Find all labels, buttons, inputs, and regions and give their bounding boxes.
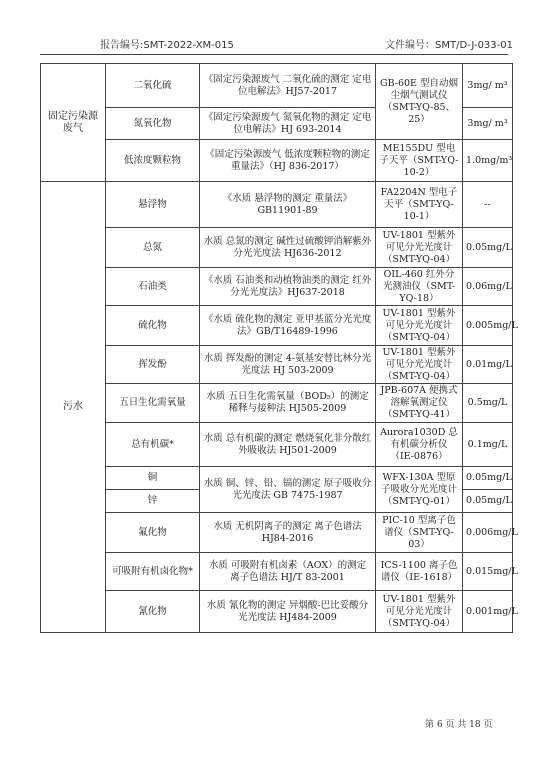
detection-limit: 0.005mg/L bbox=[463, 306, 513, 346]
method-standard: 水质 可吸附有机卤素（AOX）的测定 离子色谱法 HJ/T 83-2001 bbox=[200, 553, 376, 591]
table-row bbox=[41, 513, 513, 553]
method-standard: 《水质 硫化物的测定 亚甲基蓝分光光度法》GB/T16489-1996 bbox=[200, 306, 376, 346]
table-row bbox=[41, 228, 513, 268]
detection-limit: 0.006mg/L bbox=[463, 513, 513, 553]
table-row bbox=[41, 591, 513, 633]
table-row bbox=[41, 384, 513, 423]
detection-limit: 0.05mg/L bbox=[463, 228, 513, 268]
page-number: 第 6 页 共 18 页 bbox=[425, 720, 493, 730]
category-gas: 固定污染源废气 bbox=[41, 64, 106, 182]
instrument: UV-1801 型紫外可见分光光度计（SMT-YQ-04） bbox=[376, 228, 463, 268]
method-standard: 《水质 悬浮物的测定 重量法》GB11901-89 bbox=[200, 182, 376, 228]
item-name: 氮氧化物 bbox=[106, 108, 200, 140]
table-row bbox=[41, 140, 513, 182]
report-number: 报告编号:SMT-2022-XM-015 bbox=[100, 40, 234, 51]
detection-limit: 0.001mg/L bbox=[463, 591, 513, 633]
method-standard: 《固定污染源废气 低浓度颗粒物的测定 重量法》（HJ 836-2017） bbox=[200, 140, 376, 182]
item-name: 铜 bbox=[106, 467, 200, 490]
instrument: UV-1801 型紫外可见分光光度计（SMT-YQ-04） bbox=[376, 346, 463, 384]
detection-limit: 0.05mg/L bbox=[463, 490, 513, 513]
table-row bbox=[41, 64, 513, 108]
table-row bbox=[41, 423, 513, 467]
item-name: 低浓度颗粒物 bbox=[106, 140, 200, 182]
method-standard: 《水质 石油类和动植物油类的测定 红外分光光度法》HJ637-2018 bbox=[200, 268, 376, 306]
detection-limit: 0.5mg/L bbox=[463, 384, 513, 423]
instrument: OIL-460 红外分光测油仪（SMT-YQ-18） bbox=[376, 268, 463, 306]
method-standard: 水质 铜、锌、铅、镉的测定 原子吸收分光光度法 GB 7475-1987 bbox=[200, 467, 376, 513]
item-name: 硫化物 bbox=[106, 306, 200, 346]
detection-limit: 0.1mg/L bbox=[463, 423, 513, 467]
detection-limit: 0.015mg/L bbox=[463, 553, 513, 591]
table-row bbox=[41, 306, 513, 346]
method-standard: 水质 总有机碳的测定 燃烧氧化非分散红外吸收法 HJ501-2009 bbox=[200, 423, 376, 467]
method-standard: 《固定污染源废气 氮氧化物的测定 定电位电解法》HJ 693-2014 bbox=[200, 108, 376, 140]
item-name: 氟化物 bbox=[106, 513, 200, 553]
instrument: UV-1801 型紫外可见分光光度计（SMT-YQ-04） bbox=[376, 306, 463, 346]
instrument: WFX-130A 型原子吸收分光光度计（SMT-YQ-01） bbox=[376, 467, 463, 513]
detection-limit: 3mg/ m³ bbox=[463, 108, 513, 140]
method-standard: 水质 无机阴离子的测定 离子色谱法 HJ84-2016 bbox=[200, 513, 376, 553]
test-method-table bbox=[40, 63, 518, 633]
instrument: ME155DU 型电子天平（SMT-YQ-10-2） bbox=[376, 140, 463, 182]
detection-limit: -- bbox=[463, 182, 513, 228]
instrument: ICS-1100 离子色谱仪（IE-1618） bbox=[376, 553, 463, 591]
item-name: 五日生化需氧量 bbox=[106, 384, 200, 423]
file-number: 文件编号：SMT/D-J-033-01 bbox=[385, 40, 513, 51]
detection-limit: 0.01mg/L bbox=[463, 346, 513, 384]
method-standard: 水质 挥发酚的测定 4-氨基安替比林分光光度法 HJ 503-2009 bbox=[200, 346, 376, 384]
instrument: GB-60E 型自动烟尘烟气测试仪（SMT-YQ-85、25） bbox=[376, 64, 463, 140]
table-row bbox=[41, 553, 513, 591]
instrument: Aurora1030D 总有机碳分析仪（IE-0876） bbox=[376, 423, 463, 467]
item-name: 锌 bbox=[106, 490, 200, 513]
instrument: JPB-607A 便携式溶解氧测定仪（SMT-YQ-41） bbox=[376, 384, 463, 423]
detection-limit: 1.0mg/m³ bbox=[463, 140, 513, 182]
item-name: 悬浮物 bbox=[106, 182, 200, 228]
item-name: 二氧化硫 bbox=[106, 64, 200, 108]
instrument: FA2204N 型电子天平（SMT-YQ-10-1） bbox=[376, 182, 463, 228]
item-name: 可吸附有机卤化物* bbox=[106, 553, 200, 591]
instrument: UV-1801 型紫外可见分光光度计（SMT-YQ-04） bbox=[376, 591, 463, 633]
item-name: 石油类 bbox=[106, 268, 200, 306]
method-standard: 水质 五日生化需氧量（BOD₅）的测定 稀释与接种法 HJ505-2009 bbox=[200, 384, 376, 423]
item-name: 总氮 bbox=[106, 228, 200, 268]
table-row bbox=[41, 346, 513, 384]
table-row bbox=[41, 268, 513, 306]
item-name: 氰化物 bbox=[106, 591, 200, 633]
method-standard: 《固定污染源废气 二氧化硫的测定 定电位电解法》HJ57-2017 bbox=[200, 64, 376, 108]
detection-limit: 3mg/ m³ bbox=[463, 64, 513, 108]
table-row bbox=[41, 467, 513, 490]
method-standard: 水质 总氮的测定 碱性过硫酸钾消解紫外分光光度法 HJ636-2012 bbox=[200, 228, 376, 268]
detection-limit: 0.05mg/L bbox=[463, 467, 513, 490]
item-name: 挥发酚 bbox=[106, 346, 200, 384]
method-standard: 水质 氰化物的测定 异烟酸-巴比妥酸分光光度法 HJ484-2009 bbox=[200, 591, 376, 633]
table-row bbox=[41, 182, 513, 228]
item-name: 总有机碳* bbox=[106, 423, 200, 467]
category-water: 污水 bbox=[41, 182, 106, 633]
instrument: PIC-10 型离子色谱仪（SMT-YQ-03） bbox=[376, 513, 463, 553]
detection-limit: 0.06mg/L bbox=[463, 268, 513, 306]
header-rule bbox=[40, 54, 508, 55]
